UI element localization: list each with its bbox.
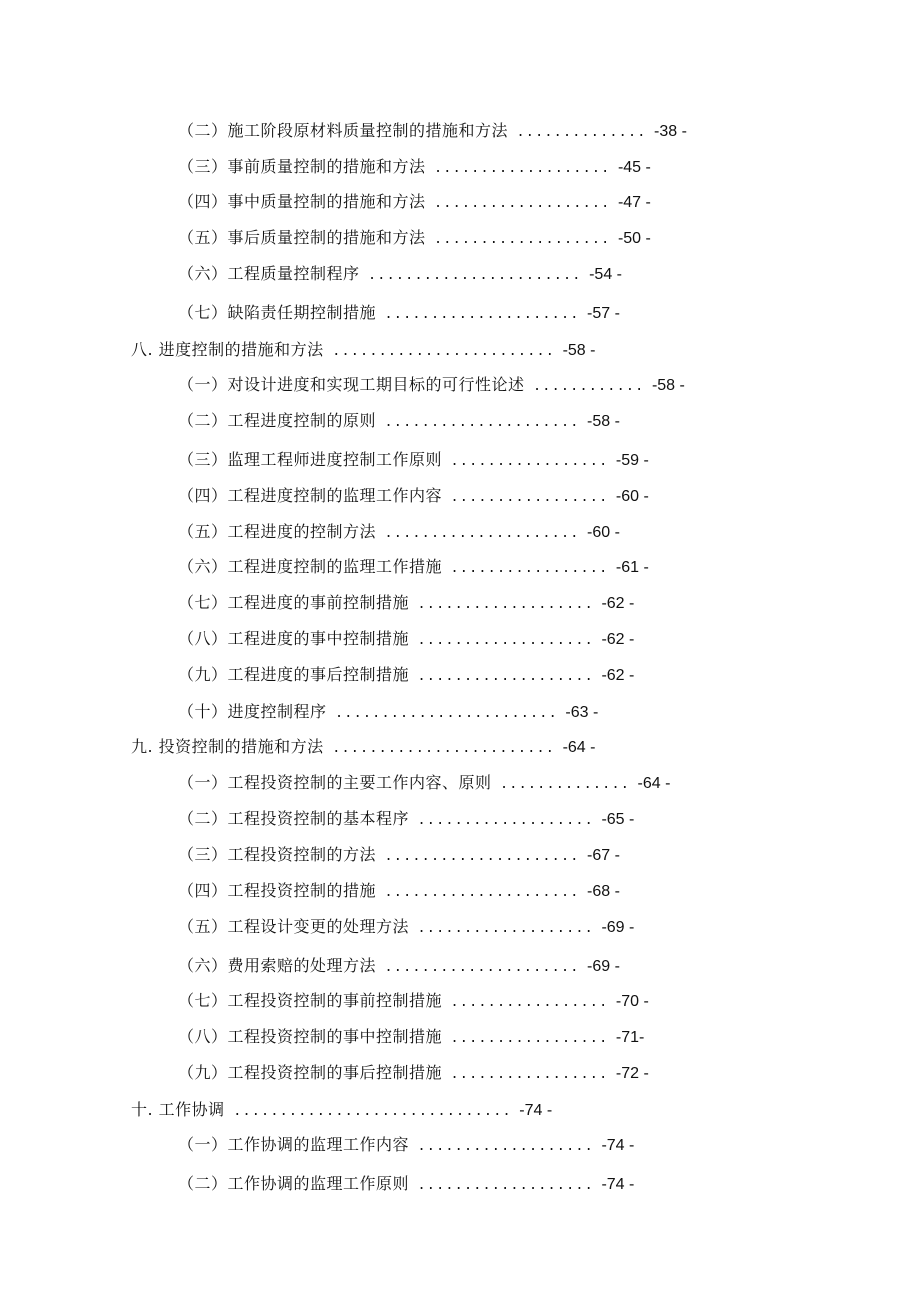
toc-entry[interactable] — [178, 593, 634, 613]
toc-section-heading[interactable] — [131, 737, 595, 757]
toc-leader-dots: ................... — [435, 228, 612, 247]
toc-leader-dots: ........................ — [333, 340, 557, 359]
toc-leader-dots: ................... — [419, 1174, 596, 1193]
toc-page-number: -50 - — [617, 230, 651, 247]
toc-page-number: -74 - — [601, 1176, 635, 1193]
toc-leader-dots: ..................... — [386, 303, 582, 322]
toc-entry[interactable] — [178, 702, 598, 722]
toc-entry[interactable] — [178, 375, 685, 395]
toc-entry-title: （一）对设计进度和实现工期目标的可行性论述 — [178, 375, 525, 394]
toc-leader-dots: ..................... — [386, 411, 582, 430]
toc-entry-title: （一）工程投资控制的主要工作内容、原则 — [178, 773, 492, 792]
toc-entry-title: （七）工程投资控制的事前控制措施 — [178, 991, 443, 1010]
toc-page-number: -68 - — [587, 883, 620, 900]
toc-page-number: -59 - — [615, 452, 649, 469]
toc-page-number: -61 - — [615, 559, 649, 576]
toc-page-number: -72 - — [615, 1065, 649, 1082]
toc-entry-title: 九. 投资控制的措施和方法 — [131, 737, 324, 756]
toc-page-number: -63 - — [565, 704, 599, 721]
toc-page-number: -57 - — [587, 305, 620, 322]
toc-leader-dots: ..................... — [386, 881, 582, 900]
toc-entry-title: （四）事中质量控制的措施和方法 — [178, 192, 426, 211]
toc-entry-title: （二）施工阶段原材料质量控制的措施和方法 — [178, 121, 509, 140]
toc-entry[interactable] — [178, 665, 634, 685]
toc-page-number: -65 - — [601, 811, 635, 828]
toc-entry[interactable] — [178, 1063, 649, 1083]
toc-entry[interactable] — [178, 192, 651, 212]
toc-page-number: -38 - — [654, 123, 687, 140]
toc-entry-title: （四）工程投资控制的措施 — [178, 881, 377, 900]
toc-page-number: -69 - — [601, 919, 635, 936]
toc-entry[interactable] — [178, 157, 651, 177]
toc-leader-dots: ................... — [435, 192, 612, 211]
toc-page-number: -74 - — [601, 1137, 635, 1154]
toc-leader-dots: ................. — [452, 450, 610, 469]
toc-entry-title: 八. 进度控制的措施和方法 — [131, 340, 324, 359]
toc-page-number: -60 - — [615, 488, 649, 505]
toc-entry-title: （九）工程进度的事后控制措施 — [178, 665, 410, 684]
toc-page-number: -69 - — [587, 958, 620, 975]
toc-leader-dots: .............. — [518, 121, 649, 140]
toc-entry[interactable] — [178, 845, 620, 865]
toc-page-number: -58 - — [587, 413, 620, 430]
toc-entry[interactable] — [178, 809, 634, 829]
toc-leader-dots: ................... — [419, 629, 596, 648]
toc-entry[interactable] — [178, 1027, 644, 1047]
toc-entry-title: （六）工程进度控制的监理工作措施 — [178, 557, 443, 576]
toc-entry[interactable] — [178, 773, 670, 793]
toc-entry-title: （三）监理工程师进度控制工作原则 — [178, 450, 443, 469]
toc-entry[interactable] — [178, 411, 620, 431]
toc-page-number: -64 - — [562, 739, 596, 756]
toc-leader-dots: ....................... — [369, 264, 584, 283]
toc-entry-title: （五）工程进度的控制方法 — [178, 522, 377, 541]
toc-entry-title: （九）工程投资控制的事后控制措施 — [178, 1063, 443, 1082]
toc-entry[interactable] — [178, 303, 620, 323]
toc-entry[interactable] — [178, 629, 634, 649]
toc-entry[interactable] — [178, 121, 687, 141]
toc-entry[interactable] — [178, 881, 620, 901]
toc-entry[interactable] — [178, 991, 649, 1011]
toc-page-number: -54 - — [589, 266, 622, 283]
toc-entry-title: （六）工程质量控制程序 — [178, 264, 360, 283]
toc-leader-dots: ........................ — [333, 737, 557, 756]
toc-leader-dots: ........................ — [336, 702, 560, 721]
toc-leader-dots: ................. — [452, 486, 610, 505]
toc-entry[interactable] — [178, 1135, 634, 1155]
toc-page-number: -62 - — [601, 595, 635, 612]
toc-page-number: -58 - — [562, 342, 596, 359]
toc-entry-title: （二）工程投资控制的基本程序 — [178, 809, 410, 828]
toc-entry[interactable] — [178, 486, 649, 506]
toc-leader-dots: ................... — [419, 809, 596, 828]
toc-entry-title: （三）事前质量控制的措施和方法 — [178, 157, 426, 176]
toc-entry[interactable] — [178, 557, 649, 577]
toc-leader-dots: ................... — [419, 1135, 596, 1154]
toc-entry-title: （七）工程进度的事前控制措施 — [178, 593, 410, 612]
toc-leader-dots: ................... — [419, 917, 596, 936]
toc-page-number: -47 - — [617, 194, 651, 211]
toc-page-number: -74 - — [519, 1102, 553, 1119]
toc-leader-dots: ................... — [419, 665, 596, 684]
toc-leader-dots: .............................. — [234, 1100, 514, 1119]
toc-leader-dots: ..................... — [386, 956, 582, 975]
toc-leader-dots: ................. — [452, 1027, 610, 1046]
toc-leader-dots: ................... — [435, 157, 612, 176]
toc-entry-title: （四）工程进度控制的监理工作内容 — [178, 486, 443, 505]
toc-entry-title: （五）事后质量控制的措施和方法 — [178, 228, 426, 247]
toc-entry[interactable] — [178, 228, 651, 248]
toc-leader-dots: ................. — [452, 1063, 610, 1082]
toc-entry-title: （二）工作协调的监理工作原则 — [178, 1174, 410, 1193]
toc-entry-title: 十. 工作协调 — [131, 1100, 225, 1119]
toc-entry[interactable] — [178, 264, 622, 284]
toc-section-heading[interactable] — [131, 340, 595, 360]
toc-page-number: -64 - — [637, 775, 671, 792]
toc-entry[interactable] — [178, 917, 634, 937]
toc-page-number: -67 - — [587, 847, 620, 864]
toc-leader-dots: ..................... — [386, 522, 582, 541]
toc-page-number: -60 - — [587, 524, 620, 541]
toc-entry[interactable] — [178, 522, 620, 542]
toc-page-number: -45 - — [617, 159, 651, 176]
toc-leader-dots: ................... — [419, 593, 596, 612]
toc-page-number: -58 - — [651, 377, 685, 394]
toc-leader-dots: ............ — [534, 375, 646, 394]
toc-page-number: -71- — [615, 1029, 645, 1046]
toc-entry-title: （七）缺陷责任期控制措施 — [178, 303, 377, 322]
toc-leader-dots: ..................... — [386, 845, 582, 864]
toc-leader-dots: ................. — [452, 991, 610, 1010]
toc-entry-title: （六）费用索赔的处理方法 — [178, 956, 377, 975]
toc-entry-title: （八）工程进度的事中控制措施 — [178, 629, 410, 648]
toc-entry-title: （八）工程投资控制的事中控制措施 — [178, 1027, 443, 1046]
toc-page-number: -62 - — [601, 631, 635, 648]
toc-page-number: -70 - — [615, 993, 649, 1010]
toc-page-number: -62 - — [601, 667, 635, 684]
toc-entry-title: （十）进度控制程序 — [178, 702, 327, 721]
toc-entry[interactable] — [178, 956, 620, 976]
toc-entry-title: （一）工作协调的监理工作内容 — [178, 1135, 410, 1154]
toc-entry-title: （五）工程设计变更的处理方法 — [178, 917, 410, 936]
toc-leader-dots: .............. — [501, 773, 632, 792]
toc-entry[interactable] — [178, 450, 649, 470]
toc-section-heading[interactable] — [131, 1100, 552, 1120]
toc-entry-title: （三）工程投资控制的方法 — [178, 845, 377, 864]
toc-entry[interactable] — [178, 1174, 634, 1194]
toc-leader-dots: ................. — [452, 557, 610, 576]
toc-entry-title: （二）工程进度控制的原则 — [178, 411, 377, 430]
